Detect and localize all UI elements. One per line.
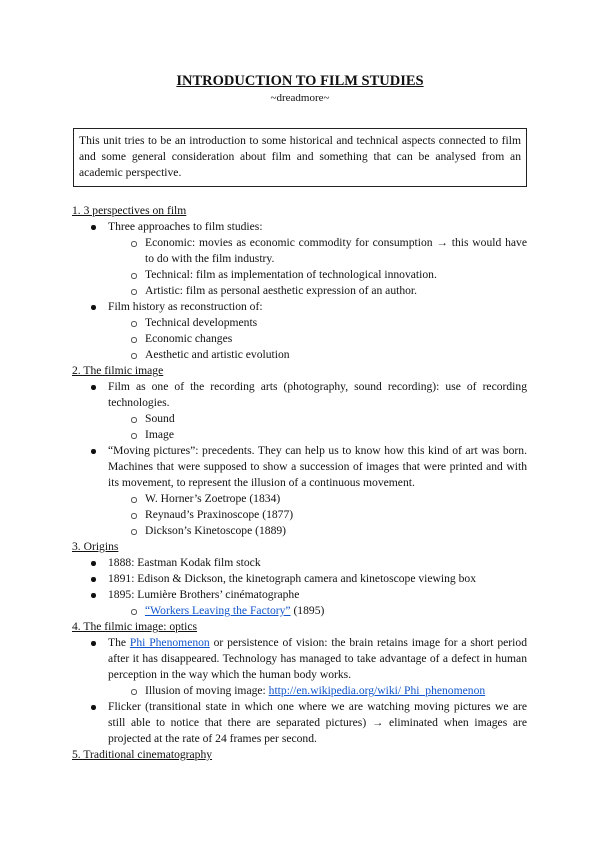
item-text: 1895: Lumière Brothers’ cinématographe bbox=[108, 588, 300, 601]
section-heading: 1. 3 perspectives on film bbox=[72, 204, 187, 217]
list-item: Flicker (transitional state in which one where we are watching moving pictures we are still able to notice that there are separated pictures) → eliminated when images are projected at the rate of 24 frames per second. bbox=[72, 699, 527, 747]
item-text: The bbox=[108, 636, 130, 649]
intro-box: This unit tries to be an introduction to some historical and technical aspects connected to film and some general consideration about film and something that can be analysed from an academic perspective. bbox=[73, 128, 527, 187]
item-text: (1895) bbox=[290, 604, 325, 617]
sub-item: Economic: movies as economic commodity for consumption → this would have to do with the film industry. bbox=[108, 235, 527, 267]
sub-item: W. Horner’s Zoetrope (1834) bbox=[108, 491, 527, 507]
sub-item: Image bbox=[108, 427, 527, 443]
title-text: INTRODUCTION TO FILM STUDIES bbox=[176, 73, 424, 89]
sub-item: Aesthetic and artistic evolution bbox=[108, 347, 527, 363]
list-item bbox=[72, 379, 527, 443]
list-item: 1891: Edison & Dickson, the kinetograph camera and kinetoscope viewing box bbox=[72, 571, 527, 587]
document-title bbox=[0, 73, 600, 90]
section-heading: 4. The filmic image: optics bbox=[72, 620, 198, 633]
section-heading: 3. Origins bbox=[72, 540, 119, 553]
author: ~dreadmore~ bbox=[270, 92, 330, 104]
list-item bbox=[72, 587, 527, 619]
item-text: Film as one of the recording arts (photography, sound recording): use of recording technologies. bbox=[108, 380, 527, 409]
item-text: Film history as reconstruction of: bbox=[108, 300, 263, 313]
section-heading: 2. The filmic image bbox=[72, 364, 164, 377]
wikipedia-link[interactable]: http://en.wikipedia.org/wiki/ Phi_phenomenon bbox=[268, 684, 486, 697]
phi-phenomenon-link[interactable]: Phi Phenomenon bbox=[129, 636, 210, 649]
section-heading: 5. Traditional cinematography bbox=[72, 748, 213, 761]
document-body bbox=[72, 203, 527, 763]
item-text: “Moving pictures”: precedents. They can help us to know how this kind of art was born. Machines that were supposed to show a succession of images that were printed and with its movement, to represent the illusion of a continuous movement. bbox=[108, 444, 527, 489]
sub-item: Sound bbox=[108, 411, 527, 427]
workers-leaving-factory-link[interactable]: “Workers Leaving the Factory” bbox=[145, 604, 291, 617]
sub-item: Economic changes bbox=[108, 331, 527, 347]
list-item bbox=[72, 635, 527, 699]
sub-item: Reynaud’s Praxinoscope (1877) bbox=[108, 507, 527, 523]
item-text: or persistence of vision: the brain retains image for a short period after it has disappeared. Technology has managed to take advantage of a defect in human perception in the way which the human body works. bbox=[108, 636, 527, 681]
list-item bbox=[72, 219, 527, 299]
sub-item: Artistic: film as personal aesthetic expression of an author. bbox=[108, 283, 527, 299]
sub-item bbox=[108, 603, 527, 619]
item-text: Three approaches to film studies: bbox=[108, 220, 263, 233]
list-item: 1888: Eastman Kodak film stock bbox=[72, 555, 527, 571]
item-text: Illusion of moving image: bbox=[145, 684, 269, 697]
list-item bbox=[72, 299, 527, 363]
sub-item bbox=[108, 683, 527, 699]
list-item bbox=[72, 443, 527, 539]
sub-item: Technical: film as implementation of technological innovation. bbox=[108, 267, 527, 283]
sub-item: Technical developments bbox=[108, 315, 527, 331]
sub-item: Dickson’s Kinetoscope (1889) bbox=[108, 523, 527, 539]
